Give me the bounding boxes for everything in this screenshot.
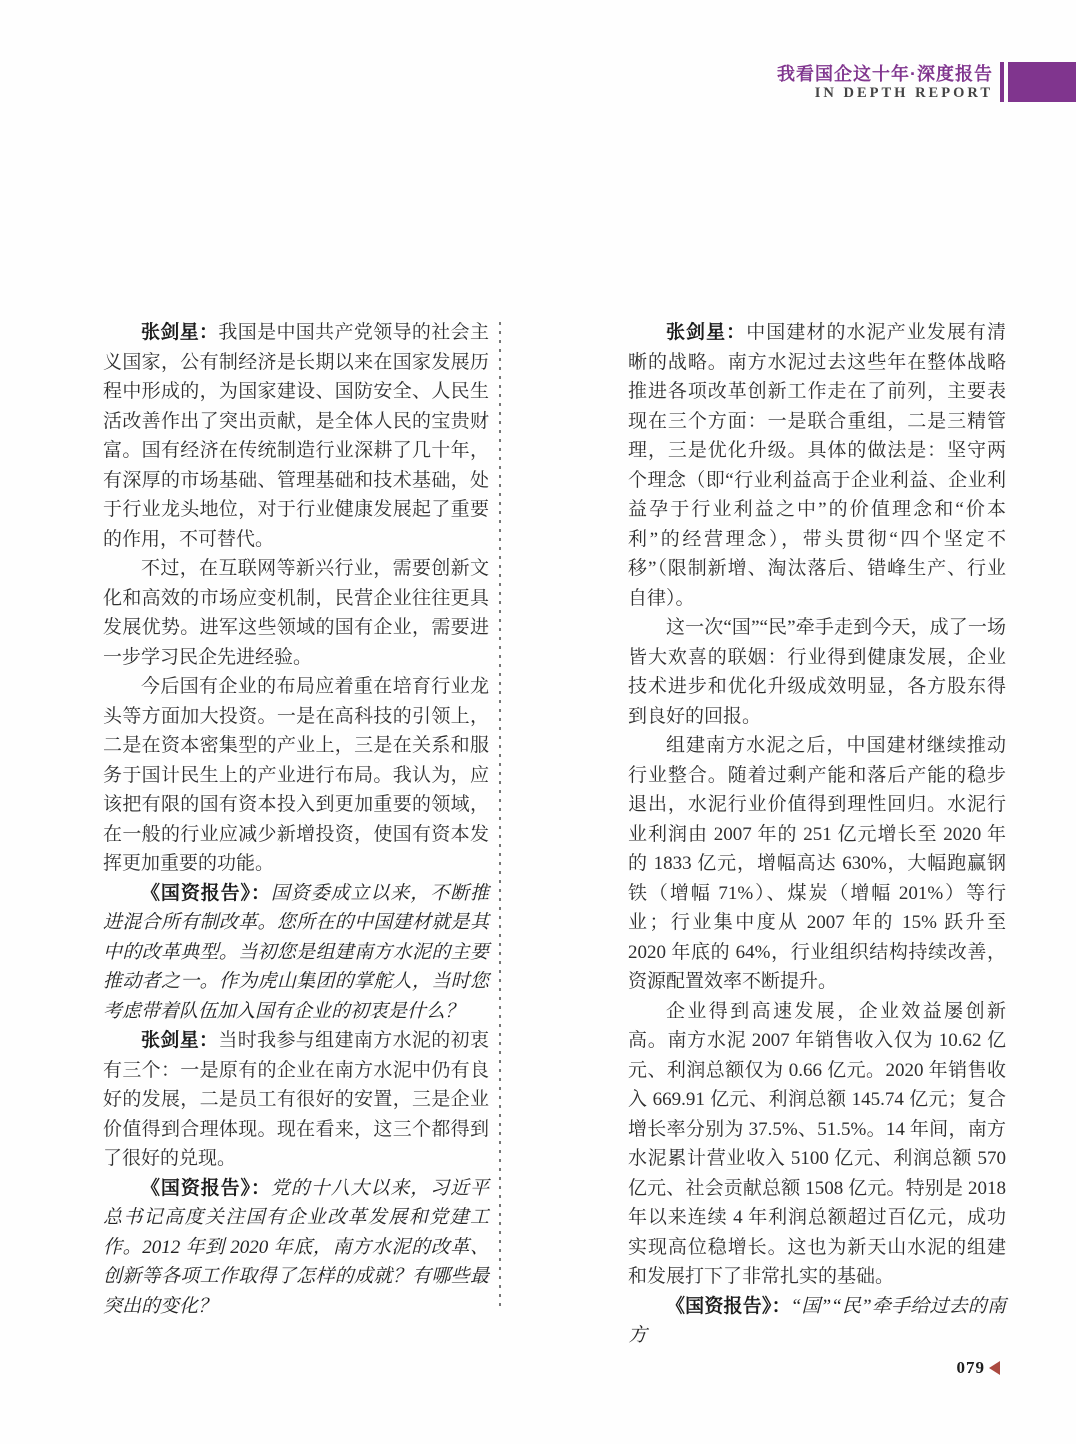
speaker-label: 《国资报告》： (141, 882, 271, 904)
paragraph-text: 党的十八大以来，习近平总书记高度关注国有企业改革发展和党建工作。2012 年到 2020 年底，南方水泥的改革、创新等各项工作取得了怎样的成就？有哪些最突出的变化？ (103, 1177, 489, 1317)
paragraph (628, 1292, 1006, 1351)
speaker-label: 张剑星： (141, 322, 219, 343)
paragraph (628, 731, 1006, 997)
paragraph-text: 国资委成立以来，不断推进混合所有制改革。您所在的中国建材就是其中的改革典型。当初您是组建南方水泥的主要推动者之一。作为虎山集团的掌舵人，当时您考虑带着队伍加入国有企业的初衷是什么？ (103, 882, 489, 1022)
paragraph (103, 554, 489, 672)
paragraph-text: “国”“民”牵手给过去的南方 (628, 1295, 1006, 1346)
paragraph-text: 这一次“国”“民”牵手走到今天，成了一场皆大欢喜的联姻：行业得到健康发展，企业技术进步和优化升级成效明显，各方股东得到良好的回报。 (628, 617, 1006, 727)
paragraph (103, 1174, 489, 1322)
paragraph (103, 879, 489, 1027)
speaker-label: 《国资报告》： (141, 1177, 271, 1199)
speaker-label: 张剑星： (141, 1030, 219, 1051)
paragraph-text: 中国建材的水泥产业发展有清晰的战略。南方水泥过去这些年在整体战略推进各项改革创新工作走在了前列，主要表现在三个方面：一是联合重组，二是三精管理，三是优化升级。具体的做法是：坚守两个理念（即“行业利益高于企业利益、企业利益孕于行业利益之中”的价值理念和“价本利”的经营理念），带头贯彻“四个坚定不移”（限制新增、淘汰落后、错峰生产、行业自律）。 (628, 322, 1006, 609)
paragraph-text: 今后国有企业的布局应着重在培育行业龙头等方面加大投资。一是在高科技的引领上，二是在资本密集型的产业上，三是在关系和服务于国计民生上的产业进行布局。我认为，应该把有限的国有资本投入到更加重要的领域，在一般的行业应减少新增投资，使国有资本发挥更加重要的功能。 (103, 676, 489, 874)
paragraph (628, 997, 1006, 1292)
paragraph (103, 1026, 489, 1174)
column-divider (499, 322, 501, 1310)
page-number: 079 (956, 1358, 985, 1377)
paragraph (628, 613, 1006, 731)
paragraph-text: 组建南方水泥之后，中国建材继续推动行业整合。随着过剩产能和落后产能的稳步退出，水泥行业价值得到理性回归。水泥行业利润由 2007 年的 251 亿元增长至 2020 年的 1833 亿元，增幅高达 630%，大幅跑赢钢铁（增幅 71%）、煤炭（增幅 201%）等行业；行业集中度从 2007 年的 15% 跃升至 2020 年底的 64%，行业组织结构持续改善，资源配置效率不断提升。 (628, 735, 1006, 992)
speaker-label: 《国资报告》： (666, 1295, 791, 1317)
paragraph-text: 企业得到高速发展，企业效益屡创新高。南方水泥 2007 年销售收入仅为 10.62 亿元、利润总额仅为 0.66 亿元。2020 年销售收入 669.91 亿元、利润总额 145.74 亿元；复合增长率分别为 37.5%、51.5%。14 年间，南方水泥累计营业收入 5100 亿元、利润总额 570 亿元、社会贡献总额 1508 亿元。特别是 2018 年以来连续 4 年利润总额超过百亿元，成功实现高位稳增长。这也为新天山水泥的组建和发展打下了非常扎实的基础。 (628, 1000, 1006, 1287)
header-accent-rule (1000, 62, 1004, 102)
section-title-cn: 我看国企这十年·深度报告 (777, 64, 993, 84)
left-column (103, 318, 489, 1321)
speaker-label: 张剑星： (666, 322, 747, 343)
paragraph (103, 672, 489, 879)
paragraph-text: 当时我参与组建南方水泥的初衷有三个：一是原有的企业在南方水泥中仍有良好的发展，二是员工有很好的安置，三是企业价值得到合理体现。现在看来，这三个都得到了很好的兑现。 (103, 1030, 489, 1169)
page-marker-triangle-icon (989, 1361, 1000, 1375)
paragraph (103, 318, 489, 554)
paragraph (628, 318, 1006, 613)
header-accent-block (1008, 62, 1076, 102)
right-column (628, 318, 1006, 1351)
paragraph-text: 我国是中国共产党领导的社会主义国家，公有制经济是长期以来在国家发展历程中形成的，为国家建设、国防安全、人民生活改善作出了突出贡献，是全体人民的宝贵财富。国有经济在传统制造行业深耕了几十年，有深厚的市场基础、管理基础和技术基础，处于行业龙头地位，对于行业健康发展起了重要的作用，不可替代。 (103, 322, 489, 550)
page-footer (957, 1358, 1001, 1378)
paragraph-text: 不过，在互联网等新兴行业，需要创新文化和高效的市场应变机制，民营企业往往更具发展优势。进军这些领域的国有企业，需要进一步学习民企先进经验。 (103, 558, 489, 668)
section-title-en: IN DEPTH REPORT (814, 85, 993, 101)
